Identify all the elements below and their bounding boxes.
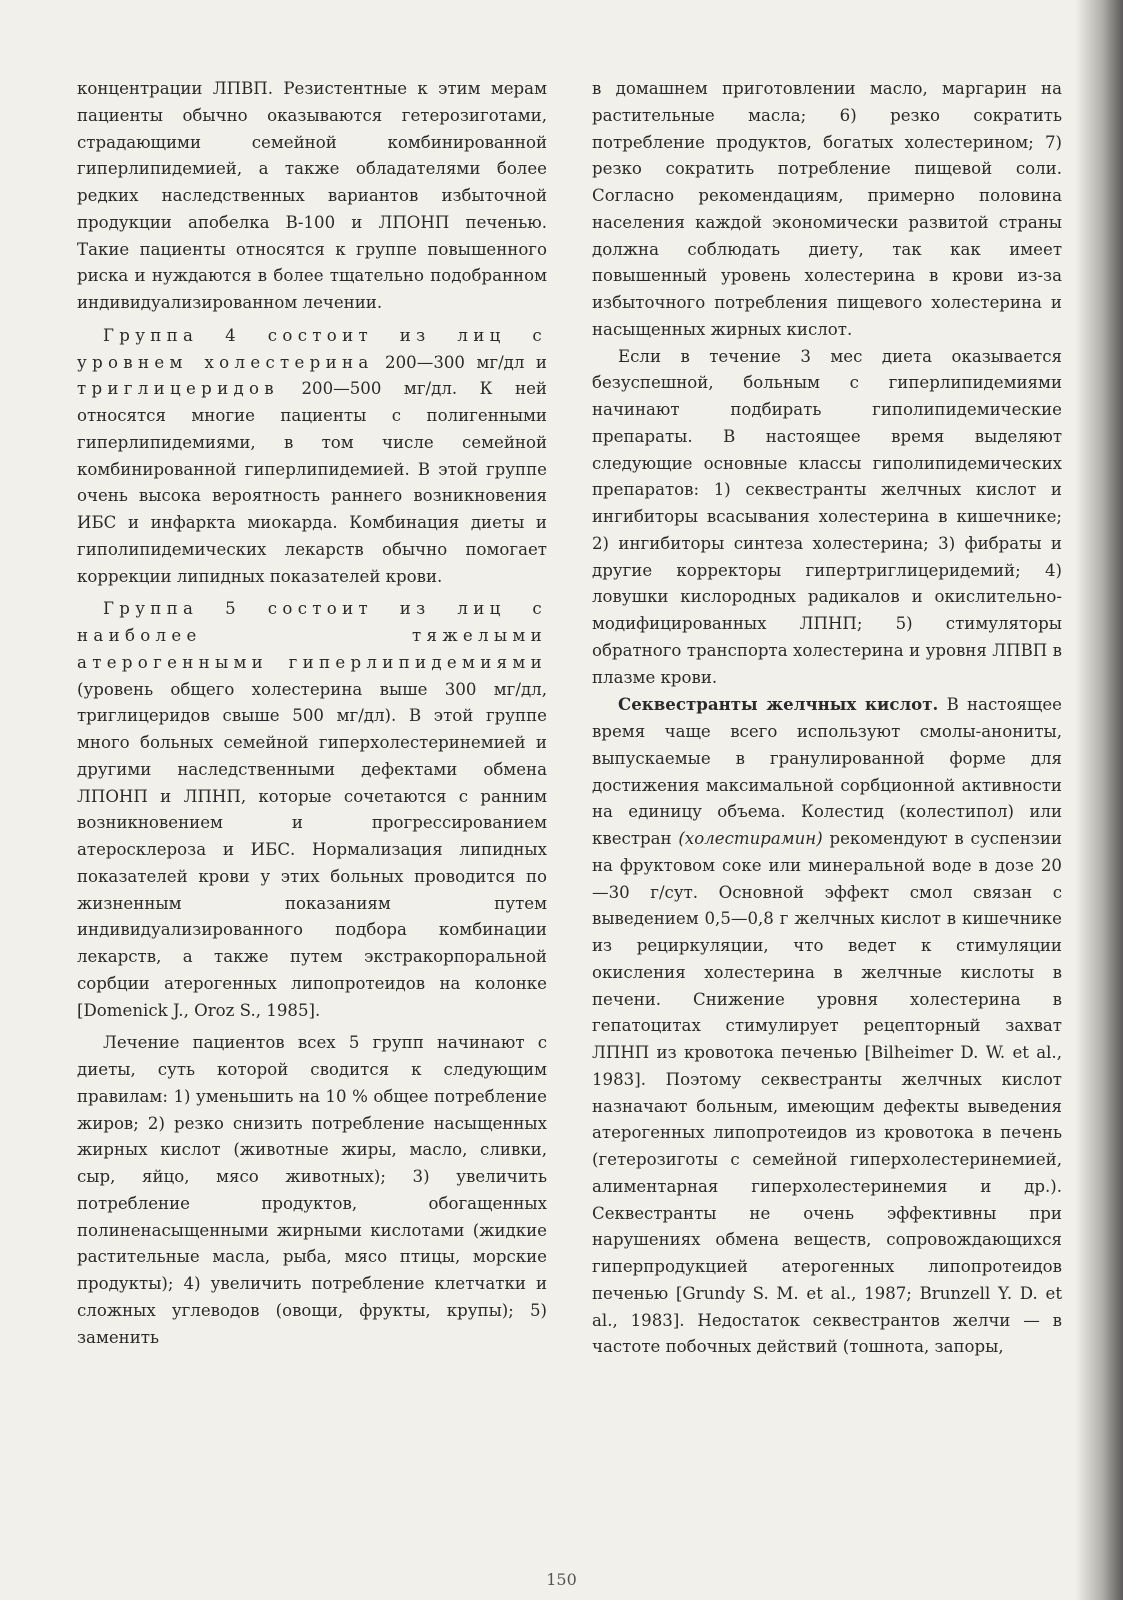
section-heading-sequestrants: Секвестранты желчных кислот. [618,694,939,715]
group-4-spaced-text: Группа 4 состоит из лиц с уровнем холестерина [77,325,547,372]
paragraph-group-4 [77,323,547,591]
paragraph-sequestrants [592,691,1062,1361]
left-column [77,76,547,1351]
sequestrants-text-1: В настоящее время чаще всего используют смолы-анониты, выпускаемые в гранулированной форме для достижения максимальной сорбционной активности на единицу объема. Колестид (колестипол) или квестран [592,695,1063,848]
group-5-spaced-text: Группа 5 состоит из лиц с наиболее тяжелыми атерогенными гиперлипидемиями [77,599,547,672]
paragraph-left-1: концентрации ЛПВП. Резистентные к этим мерам пациенты обычно оказываются гетерозиготами, страдающими семейной комбинированной гиперлипидемией, а также обладателями более редких наследственных вариантов избыточной продукции апобелка В-100 и ЛПОНП печенью. Такие пациенты относятся к группе повышенного риска и нуждаются в более тщательно подобранном индивидуализированном лечении. [77,79,547,312]
group-4-text-1: 200—300 мг/дл и [373,352,547,372]
page-number: 150 [546,1570,577,1589]
group-4-text-2: 200—500 мг/дл. К ней относятся многие пациенты с полигенными гиперлипидемиями, в том числе семейной комбинированной гиперлипидемией. В этой группе очень высока вероятность раннего возникновения ИБС и инфаркта миокарда. Комбинация диеты и гиполипидемических лекарств обычно помогает коррекции липидных показателей крови. [77,379,547,586]
paragraph-diet: Лечение пациентов всех 5 групп начинают с диеты, суть которой сводится к следующим правилам: 1) уменьшить на 10 % общее потребление жиров; 2) резко снизить потребление насыщенных жирных кислот (животные жиры, масло, сливки, сыр, яйцо, мясо животных); 3) увеличить потребление продуктов, обогащенных полиненасыщенными жирными кислотами (жидкие растительные масла, рыба, мясо птицы, морские продукты); 4) увеличить потребление клетчатки и сложных углеводов (овощи, фрукты, крупы); 5) заменить [77,1033,547,1347]
sequestrants-text-2: рекомендуют в суспензии на фруктовом соке или минеральной воде в дозе 20—30 г/сут. Основной эффект смол связан с выведением 0,5—0,8 г желчных кислот в кишечнике из рециркуляции, что ведет к стимуляции окисления холестерина в желчные кислоты в печени. Снижение уровня холестерина в гепатоцитах стимулирует рецепторный захват ЛПНП из кровотока печенью [Bilheimer D. W. et al., 1983]. Поэтому секвестранты желчных кислот назначают больным, имеющим дефекты выведения атерогенных липопротеидов из кровотока в печень (гетерозиготы с семейной гиперхолестеринемией, алиментарная гиперхолестеринемия и др.). Секвестранты не очень эффективны при нарушениях обмена веществ, сопровождающихся гиперпродукцией атерогенных липопротеидов печенью [Grundy S. M. et al., 1987; Brunzell Y. D. et al., 1983]. Недостаток секвестрантов желчи — в частоте побочных действий (тошнота, запоры, [592,829,1063,1357]
page-binding-shadow [1075,0,1123,1600]
paragraph-drug-classes: Если в течение 3 мес диета оказывается безуспешной, больным с гиперлипидемиями начинают подбирать гиполипидемические препараты. В настоящее время выделяют следующие основные классы гиполипидемических препаратов: 1) секвестранты желчных кислот и ингибиторы всасывания холестерина в кишечнике; 2) ингибиторы синтеза холестерина; 3) фибраты и другие корректоры гипертриглицеридемий; 4) ловушки кислородных радикалов и окислительно-модифицированных ЛПНП; 5) стимуляторы обратного транспорта холестерина и уровня ЛПВП в плазме крови. [592,346,1062,687]
paragraph-right-1: в домашнем приготовлении масло, маргарин на растительные масла; 6) резко сократить потребление продуктов, богатых холестерином; 7) резко сократить потребление пищевой соли. Согласно рекомендациям, примерно половина населения каждой экономически развитой страны должна соблюдать диету, так как имеет повышенный уровень холестерина в крови из-за избыточного потребления пищевого холестерина и насыщенных жирных кислот. [592,79,1062,339]
group-4-spaced-text-2: триглицеридов [77,379,279,399]
paragraph-group-5 [77,596,547,1024]
sequestrants-italic-term: (холестирамин) [678,829,823,848]
right-column [592,76,1062,1361]
group-5-text: (уровень общего холестерина выше 300 мг/дл, триглицеридов свыше 500 мг/дл). В этой группе много больных семейной гиперхолестеринемией и другими наследственными дефектами обмена ЛПОНП и ЛПНП, которые сочетаются с ранним возникновением и прогрессированием атеросклероза и ИБС. Нормализация липидных показателей крови у этих больных проводится по жизненным показаниям путем индивидуализированного подбора комбинации лекарств, а также путем экстракорпоральной сорбции атерогенных липопротеидов на колонке [Domenick J., Oroz S., 1985]. [77,679,547,1020]
